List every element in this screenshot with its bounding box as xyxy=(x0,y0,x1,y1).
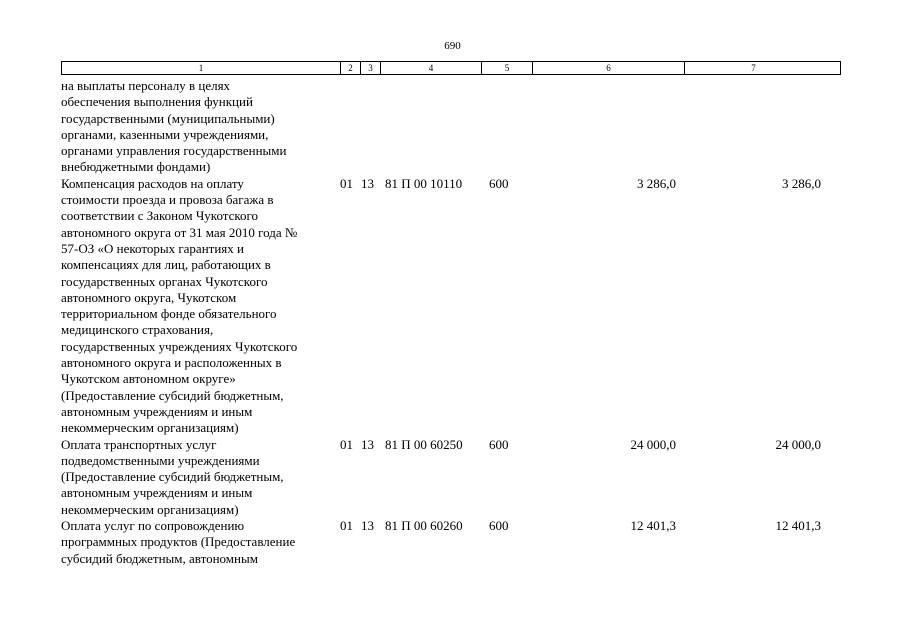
table-header xyxy=(61,61,841,75)
description-line: Оплата транспортных услуг xyxy=(61,436,217,452)
description-line: внебюджетными фондами) xyxy=(61,159,211,175)
table-row xyxy=(61,437,841,518)
description-line: некоммерческим организациям) xyxy=(61,420,239,436)
amount-col-7: 24 000,0 xyxy=(775,436,821,452)
expense-type-code: 600 xyxy=(489,518,509,534)
description-line: (Предоставление субсидий бюджетным, xyxy=(61,469,284,485)
description-line: автономного округа и расположенных в xyxy=(61,355,282,371)
description-line: соответствии с Законом Чукотского xyxy=(61,208,259,224)
row-description xyxy=(61,437,340,518)
expense-type-code: 600 xyxy=(489,436,509,452)
description-line: автономным учреждениям и иным xyxy=(61,403,253,419)
description-line: 57-ОЗ «О некоторых гарантиях и xyxy=(61,240,244,256)
description-line: органами управления государственными xyxy=(61,143,287,159)
section-code: 01 xyxy=(340,175,353,191)
description-line: Чукотском автономном округе» xyxy=(61,371,236,387)
target-article-code xyxy=(380,78,481,176)
column-header-6: 6 xyxy=(533,62,685,74)
table-body xyxy=(61,78,841,567)
column-header-5: 5 xyxy=(482,62,533,74)
description-line: государственных органах Чукотского xyxy=(61,273,268,289)
description-line: Компенсация расходов на оплату xyxy=(61,175,244,191)
description-line: (Предоставление субсидий бюджетным, xyxy=(61,387,284,403)
description-line: автономного округа от 31 мая 2010 года № xyxy=(61,224,298,240)
subsection-code: 13 xyxy=(361,518,374,534)
expense-type-code xyxy=(481,78,532,176)
description-line: автономным учреждениям и иным xyxy=(61,485,253,501)
amount-col-6: 3 286,0 xyxy=(637,175,676,191)
row-description xyxy=(61,78,340,176)
section-code: 01 xyxy=(340,436,353,452)
amount-col-6: 12 401,3 xyxy=(630,518,676,534)
description-line: органами, казенными учреждениями, xyxy=(61,126,269,142)
column-header-3: 3 xyxy=(361,62,381,74)
row-description xyxy=(61,518,340,567)
description-line: подведомственными учреждениями xyxy=(61,452,260,468)
amount-col-7: 3 286,0 xyxy=(782,175,821,191)
amount-col-7 xyxy=(676,78,821,176)
description-line: компенсациях для лиц, работающих в xyxy=(61,257,271,273)
column-header-4: 4 xyxy=(381,62,482,74)
row-description xyxy=(61,176,340,437)
target-article-code: 81 П 00 10110 xyxy=(385,175,463,191)
table-row xyxy=(61,78,841,176)
subsection-code xyxy=(360,78,380,176)
description-line: Оплата услуг по сопровождению xyxy=(61,518,245,534)
description-line: территориальном фонде обязательного xyxy=(61,306,277,322)
column-header-2: 2 xyxy=(341,62,361,74)
description-line: стоимости проезда и провоза багажа в xyxy=(61,192,274,208)
page-number: 690 xyxy=(444,40,461,52)
column-header-7: 7 xyxy=(751,63,756,73)
description-line: государственных учреждениях Чукотского xyxy=(61,338,298,354)
description-line: государственными (муниципальными) xyxy=(61,110,275,126)
section-code: 01 xyxy=(340,518,353,534)
section-code xyxy=(340,78,360,176)
description-line: на выплаты персоналу в целях xyxy=(61,78,231,93)
description-line: обеспечения выполнения функций xyxy=(61,94,253,110)
amount-col-6 xyxy=(532,78,676,176)
subsection-code: 13 xyxy=(361,436,374,452)
table-row xyxy=(61,176,841,437)
description-line: субсидий бюджетным, автономным xyxy=(61,550,258,566)
column-header-1: 1 xyxy=(62,62,341,74)
description-line: программных продуктов (Предоставление xyxy=(61,534,296,550)
description-line: некоммерческим организациям) xyxy=(61,501,239,517)
description-line: медицинского страхования, xyxy=(61,322,214,338)
amount-col-7: 12 401,3 xyxy=(775,518,821,534)
table-row xyxy=(61,518,841,567)
target-article-code: 81 П 00 60260 xyxy=(385,518,463,534)
amount-col-6: 24 000,0 xyxy=(630,436,676,452)
target-article-code: 81 П 00 60250 xyxy=(385,436,463,452)
subsection-code: 13 xyxy=(361,175,374,191)
expense-type-code: 600 xyxy=(489,175,509,191)
description-line: автономного округа, Чукотском xyxy=(61,289,237,305)
